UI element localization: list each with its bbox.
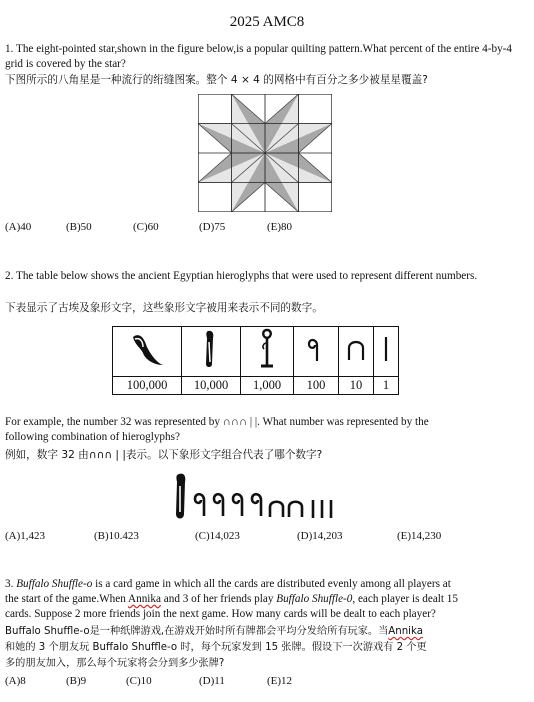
q2-text-en: 2. The table below shows the ancient Egyptian hieroglyphs that were used to represent different numbers.: [5, 270, 478, 282]
q1-choice-d[interactable]: (D)75: [199, 221, 226, 233]
q3-text-cn-line2: 和她的 3 个朋友玩 Buffalo Shuffle-o 时，每个玩家发到 15 张牌。假设下一次游戏有 2 个更: [5, 642, 427, 653]
player-name: Annika: [388, 626, 423, 637]
value-1000: 1,000: [241, 377, 294, 395]
q1-text-cn: 下图所示的八角星是一种流行的绗缝图案。整个 4 × 4 的网格中有百分之多少被星星覆盖?: [5, 74, 428, 86]
finger-glyph-icon: [176, 474, 185, 519]
q3-cn-part: Buffalo Shuffle-o是一种纸牌游戏,在游戏开始时所有牌都会平均分发给所有玩家。当: [5, 626, 389, 637]
game-name: Buffalo Shuffle-0: [276, 593, 353, 605]
star-grid-figure: [198, 94, 332, 212]
page-title: 2025 AMC8: [229, 14, 305, 30]
value-100000: 100,000: [113, 377, 182, 395]
hieroglyph-combination-figure: [170, 470, 348, 522]
q2-example-en-line2: following combination of hieroglyphs?: [5, 431, 180, 443]
q3-choice-a[interactable]: (A)8: [5, 675, 26, 687]
finger-glyph-icon: [182, 327, 241, 377]
heel-glyph-icon: [270, 502, 302, 517]
q3-choice-d[interactable]: (D)11: [199, 675, 225, 687]
q2-choice-b[interactable]: (B)10.423: [94, 530, 139, 542]
value-100: 100: [294, 377, 339, 395]
q3-choices: [5, 675, 525, 691]
q3-text-part: , each player is dealt 15: [352, 593, 458, 605]
q2-example-en-line1: For example, the number 32 was represented by ∩∩∩ | |. What number was represented by the: [5, 416, 429, 428]
q2-choice-a[interactable]: (A)1,423: [5, 530, 46, 542]
q1-choice-e[interactable]: (E)80: [267, 221, 293, 233]
q3-text-cn-line1: [5, 624, 530, 639]
coil-glyph-icon: [195, 494, 261, 516]
q3-text-cn-line3: 多的朋友加入，那么每个玩家将会分到多少张牌?: [5, 658, 225, 669]
lotus-glyph-icon: [241, 327, 294, 377]
stroke-glyph-icon: [374, 327, 399, 377]
q3-choice-e[interactable]: (E)12: [267, 675, 293, 687]
q3-text-en-line1: [5, 577, 530, 592]
q3-number: 3.: [5, 578, 17, 590]
q3-text-en-line3: cards. Suppose 2 more friends join the next game. How many cards will be dealt to each player?: [5, 608, 436, 620]
game-name: Buffalo Shuffle-o: [16, 578, 93, 590]
q1-choice-c[interactable]: (C)60: [133, 221, 159, 233]
coil-glyph-icon: [294, 327, 339, 377]
q2-choices: [5, 530, 525, 546]
heel-glyph-icon: [339, 327, 374, 377]
q1-choices: [5, 221, 525, 237]
q3-text-part: the start of the game.When: [5, 593, 129, 605]
q1-text-en: 1. The eight-pointed star,shown in the figure below,is a popular quilting pattern.What percent of the entire 4-by-4 grid is covered by the star?: [5, 43, 512, 70]
value-10000: 10,000: [182, 377, 241, 395]
tadpole-glyph-icon: [113, 327, 182, 377]
q3-text-part: and 3 of her friends play: [160, 593, 277, 605]
q1-choice-b[interactable]: (B)50: [66, 221, 92, 233]
q3-choice-c[interactable]: (C)10: [126, 675, 152, 687]
value-10: 10: [339, 377, 374, 395]
q2-choice-c[interactable]: (C)14,023: [195, 530, 240, 542]
q1-choice-a[interactable]: (A)40: [5, 221, 32, 233]
q2-choice-e[interactable]: (E)14,230: [397, 530, 442, 542]
value-1: 1: [374, 377, 399, 395]
player-name: Annika: [128, 593, 161, 605]
q2-text-cn: 下表显示了古埃及象形文字，这些象形文字被用来表示不同的数字。: [5, 302, 323, 314]
q3-choice-b[interactable]: (B)9: [66, 675, 87, 687]
q3-text-part: is a card game in which all the cards are distributed evenly among all players at: [92, 578, 451, 590]
q3-text-en-line2: [5, 592, 530, 607]
stroke-glyph-icon: [313, 500, 331, 518]
hieroglyph-table: [112, 326, 399, 395]
q2-choice-d[interactable]: (D)14,203: [297, 530, 343, 542]
q2-example-cn: 例如，数字 32 由∩∩∩ | |表示。以下象形文字组合代表了哪个数字?: [5, 449, 323, 461]
